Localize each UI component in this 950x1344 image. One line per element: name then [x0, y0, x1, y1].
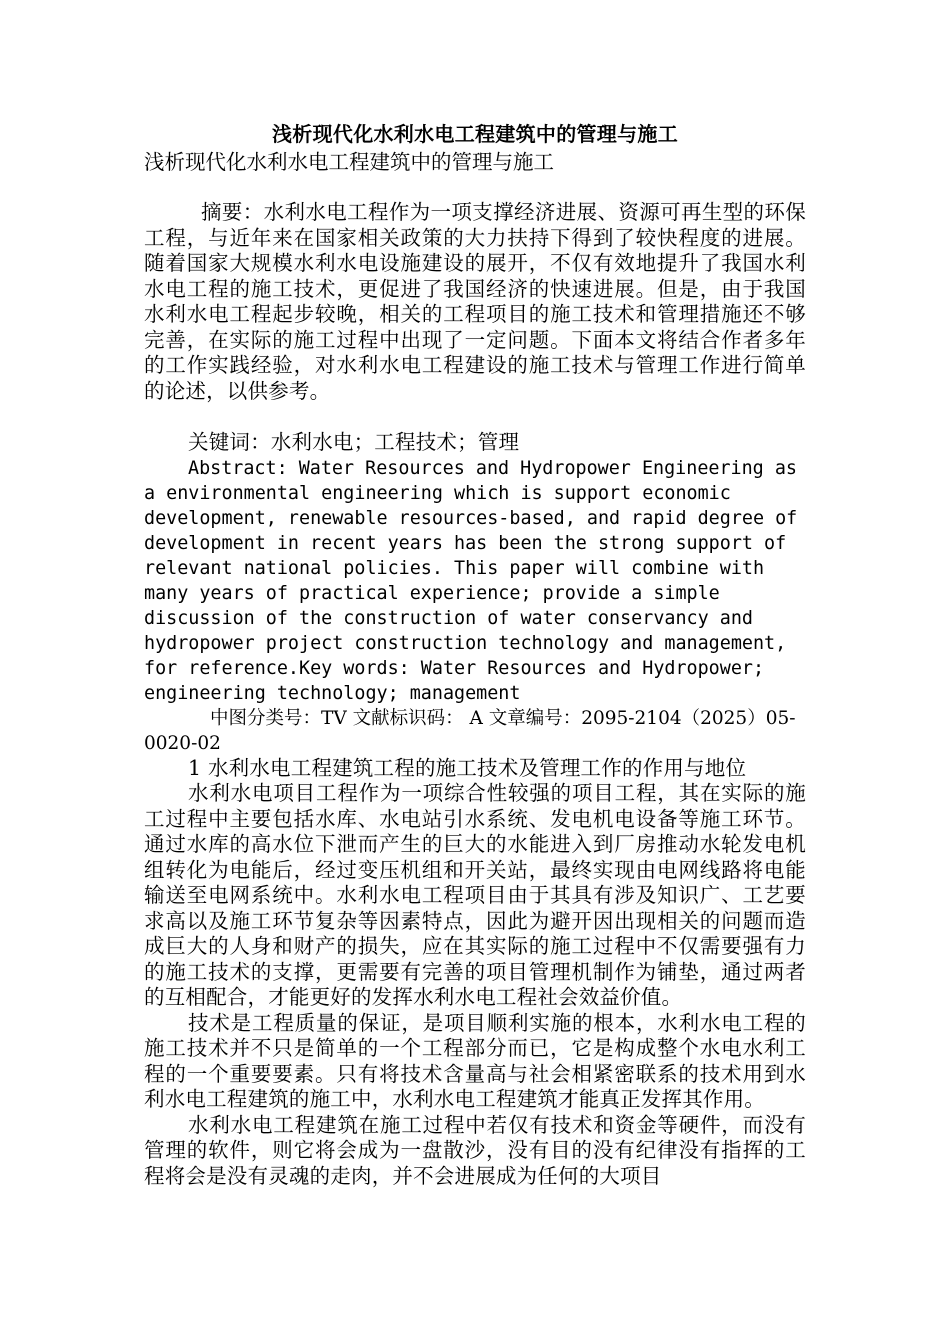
- document-page: [144, 118, 806, 1189]
- document-subtitle: 浅析现代化水利水电工程建筑中的管理与施工: [144, 150, 554, 174]
- section-heading: 1 水利水电工程建筑工程的施工技术及管理工作的作用与地位: [188, 755, 747, 780]
- classification-line: 中图分类号：TV 文献标识码： A 文章编号：2095-2104（2025）05-0020-02: [144, 707, 796, 754]
- body-paragraph: 技术是工程质量的保证，是项目顺利实施的根本，水利水电工程的施工技术并不只是简单的一个工程部分而已，它是构成整个水电水利工程的一个重要要素。只有将技术含量高与社会相紧密联系的技术用到水利水电工程建筑的施工中，水利水电工程建筑才能真正发挥其作用。: [144, 1010, 806, 1111]
- keywords-chinese: 关键词：水利水电；工程技术；管理: [188, 430, 520, 454]
- body-paragraph: 水利水电项目工程作为一项综合性较强的项目工程，其在实际的施工过程中主要包括水库、水电站引水系统、发电机电设备等施工环节。通过水库的高水位下泄而产生的巨大的水能进入到厂房推动水轮发电机组转化为电能后，经过变压机组和开关站，最终实现由电网线路将电能输送至电网系统中。水利水电工程项目由于其具有涉及知识广、工艺要求高以及施工环节复杂等因素特点，因此为避开因出现相关的问题而造成巨大的人身和财产的损失，应在其实际的施工过程中不仅需要强有力的施工技术的支撑，更需要有完善的项目管理机制作为铺垫，通过两者的互相配合，才能更好的发挥水利水电工程社会效益价值。: [144, 781, 806, 1009]
- abstract-chinese: 摘要：水利水电工程作为一项支撑经济进展、资源可再生型的环保工程，与近年来在国家相关政策的大力扶持下得到了较快程度的进展。随着国家大规模水利水电设施建设的展开，不仅有效地提升了我国水利水电工程的施工技术，更促进了我国经济的快速进展。但是，由于我国水利水电工程起步较晚，相关的工程项目的施工技术和管理措施还不够完善，在实际的施工过程中出现了一定问题。下面本文将结合作者多年的工作实践经验，对水利水电工程建设的施工技术与管理工作进行简单的论述，以供参考。: [144, 200, 806, 403]
- abstract-english: Abstract: Water Resources and Hydropower Engineering as a environmental engineering which is support economic development, renewable resources-based, and rapid degree of development in recent years has been the strong support of relevant national policies. This paper will combine with many years of practical experience; provide a simple discussion of the construction of water conservancy and hydropower project construction technology and management, for reference.Key words: Water Resources and Hydropower; engineering technology; management: [144, 457, 798, 704]
- document-title: 浅析现代化水利水电工程建筑中的管理与施工: [272, 122, 678, 146]
- body-paragraph: 水利水电工程建筑在施工过程中若仅有技术和资金等硬件，而没有管理的软件，则它将会成为一盘散沙，没有目的没有纪律没有指挥的工程将会是没有灵魂的走肉，并不会进展成为任何的大项目: [144, 1112, 806, 1188]
